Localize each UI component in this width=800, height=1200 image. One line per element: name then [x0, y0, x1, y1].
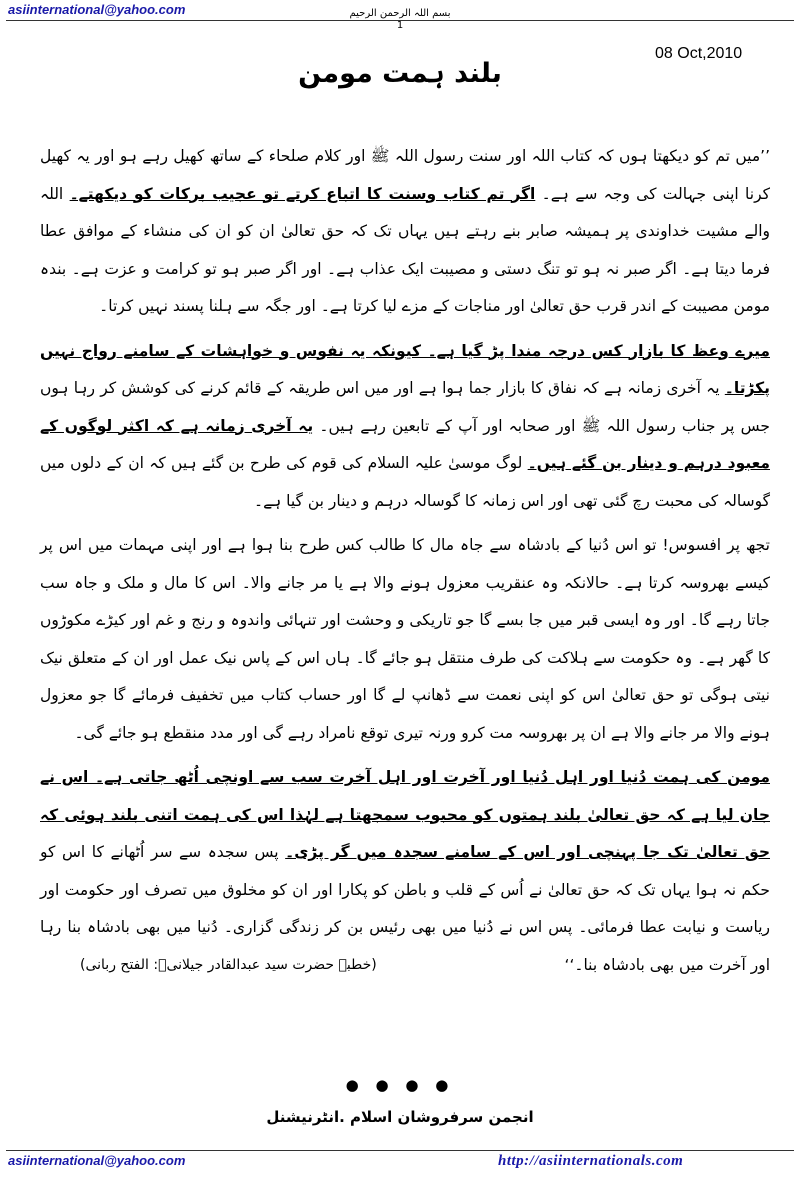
- footer-email[interactable]: asiinternational@yahoo.com: [8, 1153, 186, 1168]
- paragraph-text: یہ آخری زمانہ ہے کہ نفاق کا بازار جما ہوا ہے اور میں اس طریقہ کے قائم کرنے کی کوشش کر رہا ہوں جس پر جناب رسول اللہ ﷺ اور صحابہ اور آپ کے تابعین رہے ہیں۔: [40, 379, 770, 435]
- paragraph-text: تجھ پر افسوس! تو اس دُنیا کے بادشاہ سے جاہ مال کا طالب کس طرح بنا ہوا ہے اور اپنی مہمات میں اس پر کیسے بھروسہ کرتا ہے۔ حالانکہ وہ عنقریب معزول ہونے والا ہے یا مر جانے والا۔ اس کا مال و ملک و جاہ سب جاتا رہے گا۔ اور وہ ایسی قبر میں جا بسے گا جو تاریکی و وحشت اور تنہائی واندوہ و رنج و غم اور کیڑے مکوڑوں کا گھر ہے۔ وہ حکومت سے ہلاکت کی طرف منتقل ہو جائے گا۔ ہاں اس کے پاس نیک عمل اور ان کے متعلق نیک نیتی ہوگی تو حق تعالیٰ اس کو اپنی نعمت سے ڈھانپ لے گا اور حساب کتاب میں تخفیف فرمائے گا جو معزول ہونے والا مر جانے والا ہے ان پر بھروسہ مت کرو ورنہ تیری توقع نامراد رہے گی اور مدد منقطع ہو جائے گی۔: [40, 536, 770, 742]
- footer-url[interactable]: http://asiinternationals.com: [498, 1153, 684, 1169]
- header-divider: [6, 20, 794, 21]
- highlighted-text: مومن کی ہمت دُنیا اور اہل دُنیا اور آخرت اور اہل آخرت سب سے اونچی اُٹھ جاتی ہے۔ اس نے جان لیا ہے کہ حق تعالیٰ بلند ہمتوں کو محبوب سمجھتا ہے لہٰذا اس کی ہمت اتنی بلند ہوئی کہ حق تعالیٰ تک جا پہنچی اور اس کے سامنے سجدہ میں گر پڑی۔: [40, 768, 770, 861]
- page-number: 1: [396, 20, 404, 31]
- paragraph-text: ’’میں تم کو دیکھتا ہوں کہ کتاب اللہ اور سنت رسول اللہ ﷺ اور کلام صلحاء کے ساتھ کھیل رہے ہو اور یہ کھیل کرنا اپنی جہالت کی وجہ سے ہے۔: [40, 147, 771, 203]
- paragraph-text: لوگ موسیٰ علیہ السلام کی قوم کی طرح بن گئے ہیں کہ ان کے دلوں میں گوسالہ کی محبت رچ گئی تھی اور اس زمانہ کا گوسالہ درہم و دینار بن گیا ہے۔: [40, 454, 770, 510]
- paragraph-text: اللہ والے مشیت خداوندی پر ہمیشہ صابر بنے رہتے ہیں یہاں تک کہ حق تعالیٰ ان کو ان کی منشاء کے موافق عطا فرما دیتا ہے۔ اگر صبر نہ ہو تو تنگ دستی و مصیبت ایک عذاب ہے۔ اور اگر صبر ہو تو کرامت و عزت ہے۔ بندہ مومن مصیبت کے اندر قرب حق تعالیٰ اور مناجات کے مزے لیا کرتا ہے۔ اور جگہ سے ہلنا پسند نہیں کرتا۔: [40, 184, 770, 315]
- article-body: [40, 138, 770, 985]
- organization-name: انجمن سرفروشان اسلام .انٹرنیشنل: [266, 1108, 534, 1126]
- separator-stars: ● ● ● ●: [345, 1076, 455, 1094]
- attribution: (خطبہ حضرت سید عبدالقادر جیلانیؒ: الفتح ربانی): [80, 957, 377, 973]
- article-date: 08 Oct,2010: [655, 45, 743, 62]
- paragraph-text: پس سجدہ سے سر اُٹھانے کا اس کو حکم نہ ہوا یہاں تک کہ حق تعالیٰ نے اُس کے قلب و باطن کو پکارا اور ان کو مخلوق میں تصرف اور حکومت اور ریاست و نیابت عطا فرمائی۔ پس اس نے دُنیا میں بھی رئیس بن کر زندگی گزاری۔ دُنیا میں بھی بادشاہ بنا رہا اور آخرت میں بھی بادشاہ بنا۔‘‘: [40, 843, 770, 974]
- footer-divider: [6, 1150, 794, 1151]
- paragraph-3: [40, 527, 770, 752]
- highlighted-text: یہ آخری زمانہ ہے کہ اکثر لوگوں کے معبود درہم و دینار بن گئے ہیں۔: [40, 416, 770, 472]
- highlighted-text: میرے وعظ کا بازار کس درجہ مندا پڑ گیا ہے۔ کیونکہ یہ نفوس و خواہشات کے سامنے رواج نہیں پکڑتا۔: [40, 341, 770, 397]
- bismillah: بسم اللہ الرحمن الرحیم: [349, 8, 451, 19]
- paragraph-1: [40, 138, 770, 326]
- paragraph-2: [40, 333, 770, 521]
- header-email[interactable]: asiinternational@yahoo.com: [8, 2, 186, 17]
- highlighted-text: اگر تم کتاب وسنت کا اتباع کرتے تو عجیب برکات کو دیکھتے۔: [69, 184, 536, 203]
- page-title: بلند ہمت مومن: [298, 58, 502, 89]
